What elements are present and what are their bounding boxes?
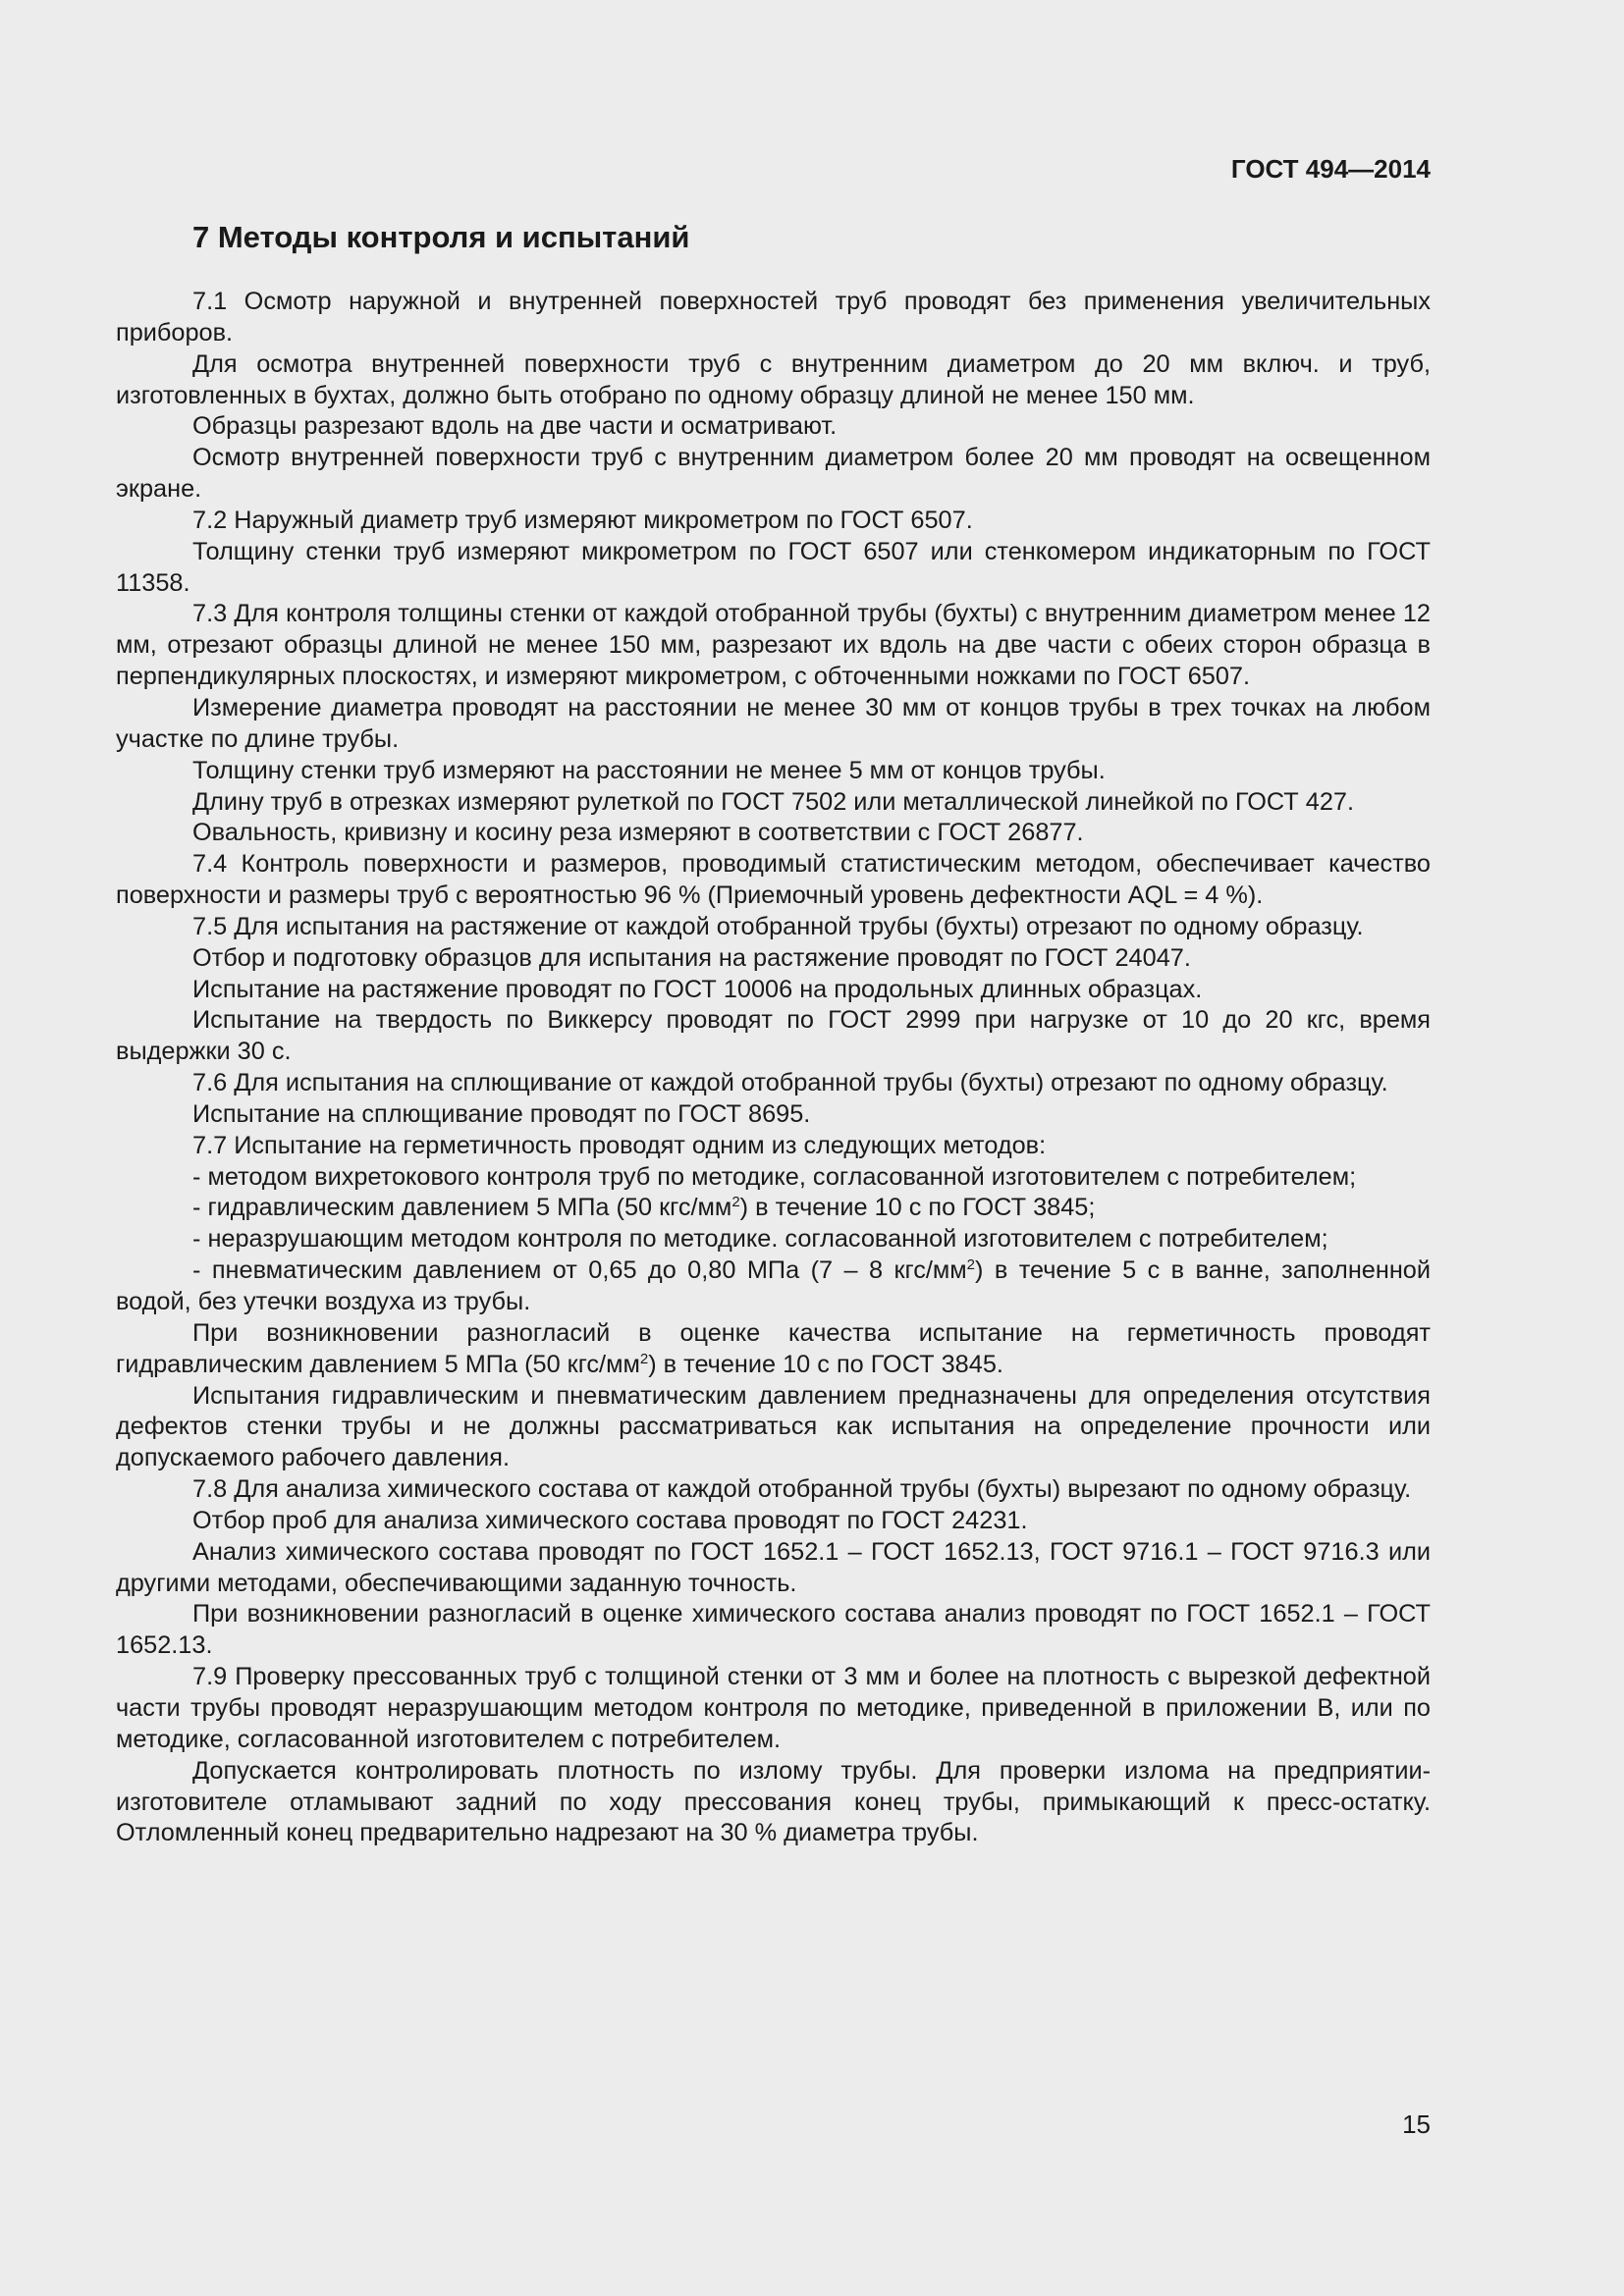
paragraph-nondestructive: - неразрушающим методом контроля по методике. согласованной изготовителем с потребителем; <box>192 1225 1328 1254</box>
hydraulic-text-before: - гидравлическим давлением 5 МПа (50 кгс/мм <box>192 1194 732 1222</box>
section-body <box>116 287 1431 1849</box>
paragraph-samples-cut: Образцы разрезают вдоль на две части и осматривают. <box>192 412 838 441</box>
paragraph-flattening-test: Испытание на сплющивание проводят по ГОСТ 8695. <box>192 1099 811 1128</box>
disagreement-text-after: ) в течение 10 с по ГОСТ 3845. <box>648 1350 1003 1378</box>
document-code-header: ГОСТ 494—2014 <box>1230 154 1431 184</box>
pneumatic-text-after: ) в течение 5 с в ванне, заполненной водой, без утечки воздуха из трубы. <box>116 1256 1431 1315</box>
paragraph-length-measure: Длину труб в отрезках измеряют рулеткой по ГОСТ 7502 или металлической линейкой по ГОСТ 427. <box>192 787 1355 816</box>
hydraulic-text-after: ) в течение 10 с по ГОСТ 3845; <box>739 1194 1096 1222</box>
paragraph-7-9: 7.9 Проверку прессованных труб с толщиной стенки от 3 мм и более на плотность с вырезкой дефектной части трубы проводят неразрушающим методом контроля по методике, приведенной в приложении В, или по методике, согласованной изготовителем с потребителем. <box>116 1663 1431 1753</box>
paragraph-inner-inspection: Для осмотра внутренней поверхности труб с внутренним диаметром до 20 мм включ. и труб, изготовленных в бухтах, должно быть отобрано по одному образцу длиной не менее 150 мм. <box>116 349 1431 409</box>
pneumatic-superscript: 2 <box>966 1256 976 1274</box>
paragraph-chem-analysis: Анализ химического состава проводят по ГОСТ 1652.1 – ГОСТ 1652.13, ГОСТ 9716.1 – ГОСТ 9716.3 или другими методами, обеспечивающими заданную точность. <box>116 1537 1431 1597</box>
paragraph-7-8: 7.8 Для анализа химического состава от каждой отобранной трубы (бухты) вырезают по одному образцу. <box>192 1475 1412 1504</box>
paragraph-pneumatic <box>116 1255 1431 1318</box>
paragraph-tensile-test: Испытание на растяжение проводят по ГОСТ 10006 на продольных длинных образцах. <box>192 975 1203 1003</box>
paragraph-diameter-measure: Измерение диаметра проводят на расстоянии не менее 30 мм от концов трубы в трех точках на любом участке по длине трубы. <box>116 693 1431 753</box>
paragraph-ovality: Овальность, кривизну и косину реза измеряют в соответствии с ГОСТ 26877. <box>192 819 1084 847</box>
paragraph-7-3: 7.3 Для контроля толщины стенки от каждой отобранной трубы (бухты) с внутренним диаметром менее 12 мм, отрезают образцы длиной не менее 150 мм, разрезают их вдоль на две части с обеих сторон образца в перпендикулярных плоскостях, и измеряют микрометром, с обточенными ножками по ГОСТ 6507. <box>116 600 1431 691</box>
paragraph-chem-sampling: Отбор проб для анализа химического состава проводят по ГОСТ 24231. <box>192 1506 1028 1534</box>
paragraph-eddy-current: - методом вихретокового контроля труб по методике, согласованной изготовителем с потребителем; <box>192 1162 1357 1191</box>
paragraph-vickers: Испытание на твердость по Виккерсу проводят по ГОСТ 2999 при нагрузке от 10 до 20 кгс, время выдержки 30 с. <box>116 1006 1431 1066</box>
paragraph-fracture-check: Допускается контролировать плотность по излому трубы. Для проверки излома на предприятии-изготовителе отламывают задний по ходу прессования конец трубы, примыкающий к пресс-остатку. Отломленный конец предварительно надрезают на 30 % диаметра трубы. <box>116 1756 1431 1847</box>
paragraph-lit-screen: Осмотр внутренней поверхности труб с внутренним диаметром более 20 мм проводят на освещенном экране. <box>116 444 1431 504</box>
paragraph-thickness-distance: Толщину стенки труб измеряют на расстоянии не менее 5 мм от концов трубы. <box>192 756 1106 784</box>
paragraph-7-7: 7.7 Испытание на герметичность проводят одним из следующих методов: <box>192 1131 1047 1159</box>
pneumatic-text-before: - пневматическим давлением от 0,65 до 0,80 МПа (7 – 8 кгс/мм <box>192 1256 967 1285</box>
disagreement-superscript: 2 <box>639 1350 649 1367</box>
paragraph-pressure-purpose: Испытания гидравлическим и пневматическим давлением предназначены для определения отсутствия дефектов стенки трубы и не должны рассматриваться как испытания на определение прочности или допускаемого рабочего давления. <box>116 1381 1431 1472</box>
paragraph-7-4: 7.4 Контроль поверхности и размеров, проводимый статистическим методом, обеспечивает качество поверхности и размеры труб с вероятностью 96 % (Приемочный уровень дефектности AQL = 4 %). <box>116 850 1431 910</box>
paragraph-tensile-prep: Отбор и подготовку образцов для испытания на растяжение проводят по ГОСТ 24047. <box>192 943 1191 972</box>
paragraph-7-2: 7.2 Наружный диаметр труб измеряют микрометром по ГОСТ 6507. <box>192 506 973 534</box>
paragraph-7-1: 7.1 Осмотр наружной и внутренней поверхностей труб проводят без применения увеличительных приборов. <box>116 288 1431 347</box>
paragraph-7-5: 7.5 Для испытания на растяжение от каждой отобранной трубы (бухты) отрезают по одному образцу. <box>192 912 1364 940</box>
paragraph-7-6: 7.6 Для испытания на сплющивание от каждой отобранной трубы (бухты) отрезают по одному образцу. <box>192 1069 1388 1097</box>
paragraph-disagreement <box>116 1318 1431 1381</box>
paragraph-wall-thickness: Толщину стенки труб измеряют микрометром по ГОСТ 6507 или стенкомером индикаторным по ГОСТ 11358. <box>116 537 1431 597</box>
paragraph-chem-disagreement: При возникновении разногласий в оценке химического состава анализ проводят по ГОСТ 1652.1 – ГОСТ 1652.13. <box>116 1600 1431 1660</box>
page-number: 15 <box>1402 2109 1431 2139</box>
paragraph-hydraulic <box>116 1193 1431 1224</box>
hydraulic-superscript: 2 <box>731 1194 740 1211</box>
section-title: 7 Методы контроля и испытаний <box>192 220 690 254</box>
disagreement-text-before: При возникновении разногласий в оценке качества испытание на герметичность проводят гидравлическим давлением 5 МПа (50 кгс/мм <box>116 1318 1431 1378</box>
